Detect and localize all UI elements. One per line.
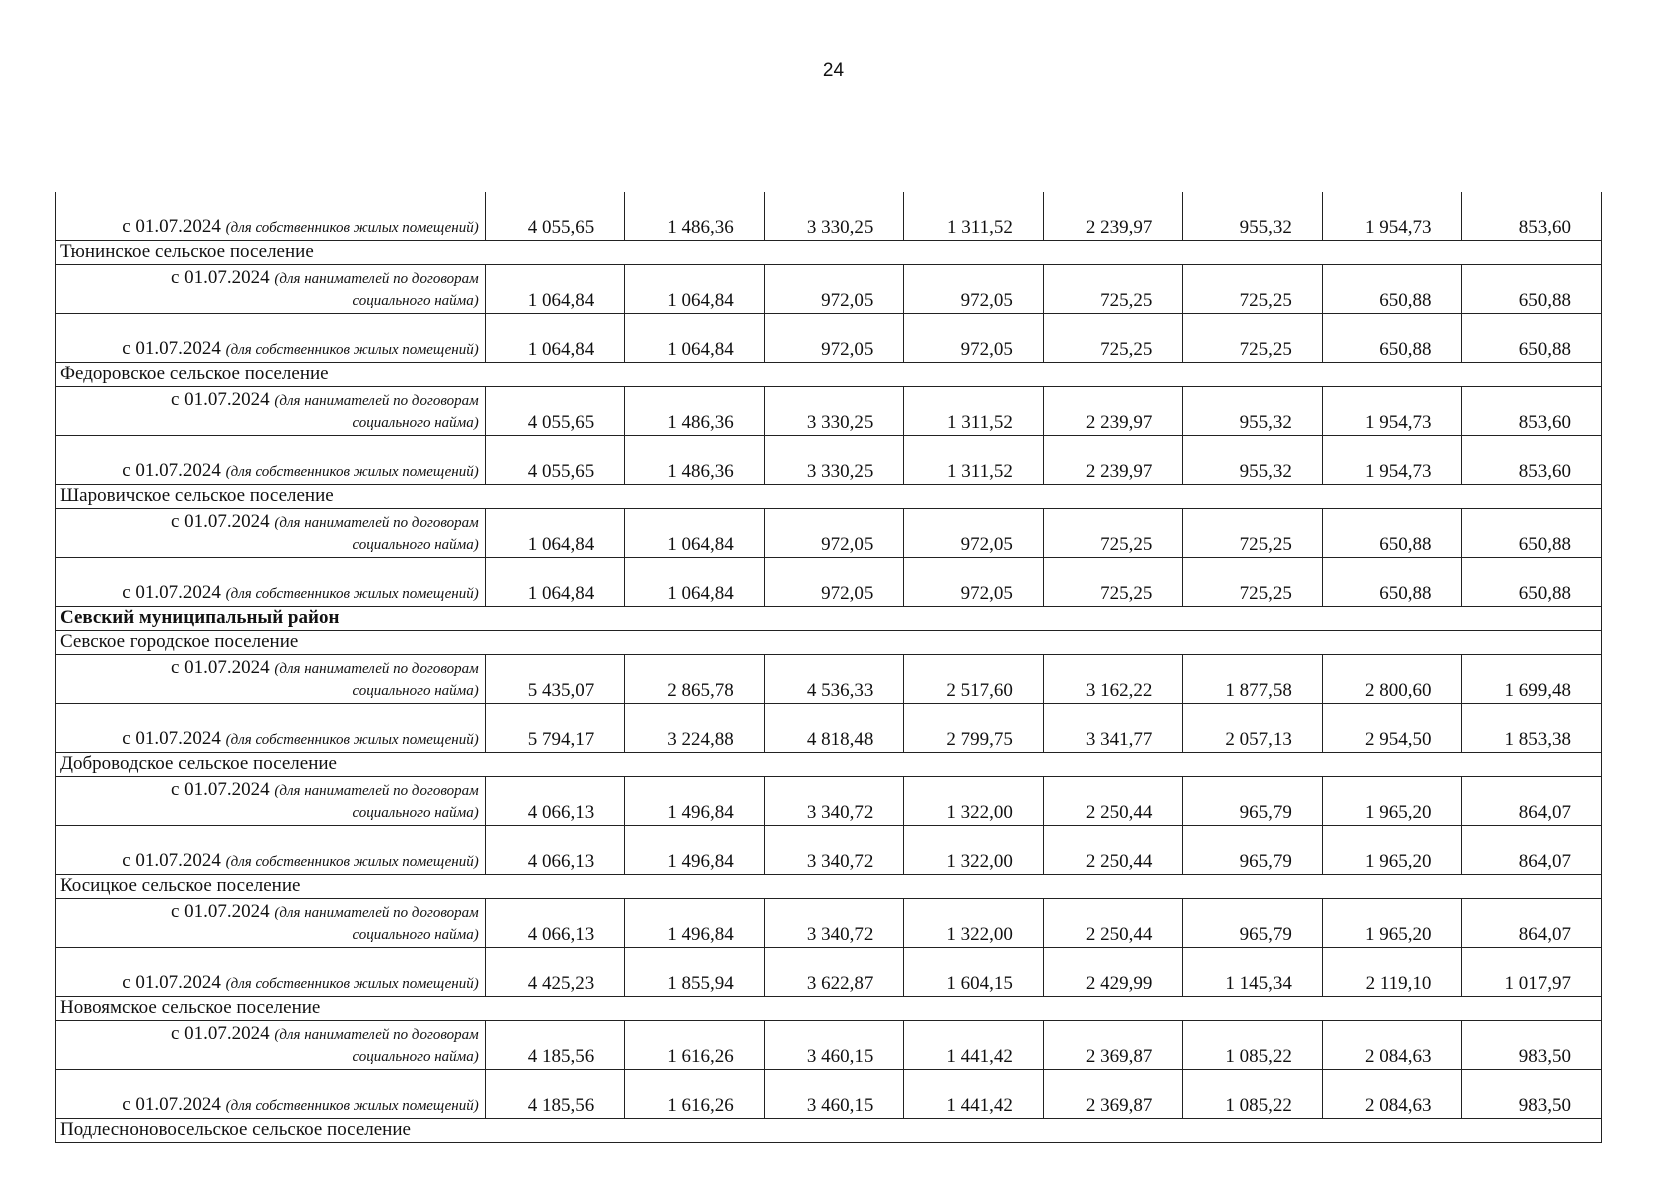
value-cell: 3 340,72 xyxy=(764,826,904,875)
value-cell: 725,25 xyxy=(1043,314,1183,363)
section-title: Севский муниципальный район xyxy=(56,607,1602,631)
row-note: (для собственников жилых помещений) xyxy=(225,854,479,870)
value-cell: 650,88 xyxy=(1462,558,1602,607)
value-cell: 3 162,22 xyxy=(1043,655,1183,704)
value-cell: 4 066,13 xyxy=(485,826,625,875)
value-cell: 2 369,87 xyxy=(1043,1070,1183,1119)
value-cell: 2 119,10 xyxy=(1322,948,1462,997)
value-cell: 1 311,52 xyxy=(904,387,1044,436)
value-cell: 972,05 xyxy=(764,265,904,314)
row-note: (для собственников жилых помещений) xyxy=(225,586,479,602)
section-title: Севское городское поселение xyxy=(56,631,1602,655)
value-cell: 955,32 xyxy=(1183,192,1323,241)
section-row xyxy=(56,363,1602,387)
value-cell: 2 239,97 xyxy=(1043,436,1183,485)
row-note: (для нанимателей по договорам xyxy=(274,1027,479,1043)
value-cell: 2 250,44 xyxy=(1043,826,1183,875)
tariff-row xyxy=(56,826,1602,875)
row-note-continued: социального найма) xyxy=(352,927,479,943)
value-cell: 2 369,87 xyxy=(1043,1021,1183,1070)
value-cell: 864,07 xyxy=(1462,826,1602,875)
value-cell: 3 460,15 xyxy=(764,1070,904,1119)
row-date: с 01.07.2024 xyxy=(122,1094,221,1115)
row-label xyxy=(56,655,486,704)
value-cell: 2 865,78 xyxy=(625,655,765,704)
value-cell: 4 818,48 xyxy=(764,704,904,753)
value-cell: 4 185,56 xyxy=(485,1021,625,1070)
value-cell: 1 496,84 xyxy=(625,777,765,826)
page-number: 24 xyxy=(822,60,845,81)
value-cell: 4 055,65 xyxy=(485,192,625,241)
tariff-row xyxy=(56,704,1602,753)
value-cell: 3 330,25 xyxy=(764,436,904,485)
row-date: с 01.07.2024 xyxy=(170,1023,270,1044)
value-cell: 1 486,36 xyxy=(625,192,765,241)
value-cell: 1 441,42 xyxy=(904,1021,1044,1070)
value-cell: 2 429,99 xyxy=(1043,948,1183,997)
value-cell: 853,60 xyxy=(1462,387,1602,436)
tariff-row xyxy=(56,655,1602,704)
row-label xyxy=(56,192,486,241)
section-row xyxy=(56,1119,1602,1143)
row-note-continued: социального найма) xyxy=(352,805,479,821)
value-cell: 972,05 xyxy=(764,558,904,607)
value-cell: 725,25 xyxy=(1043,558,1183,607)
row-label xyxy=(56,1070,486,1119)
value-cell: 1 311,52 xyxy=(904,436,1044,485)
value-cell: 1 064,84 xyxy=(625,314,765,363)
row-note: (для собственников жилых помещений) xyxy=(225,342,479,358)
value-cell: 1 064,84 xyxy=(485,558,625,607)
value-cell: 965,79 xyxy=(1183,826,1323,875)
section-row xyxy=(56,631,1602,655)
section-title: Шаровичское сельское поселение xyxy=(56,485,1602,509)
value-cell: 864,07 xyxy=(1462,777,1602,826)
value-cell: 972,05 xyxy=(764,509,904,558)
value-cell: 1 954,73 xyxy=(1322,387,1462,436)
row-date: с 01.07.2024 xyxy=(170,267,270,288)
value-cell: 965,79 xyxy=(1183,899,1323,948)
row-date: с 01.07.2024 xyxy=(122,216,221,237)
value-cell: 983,50 xyxy=(1462,1070,1602,1119)
tariff-table xyxy=(55,192,1602,1143)
row-label xyxy=(56,265,486,314)
value-cell: 965,79 xyxy=(1183,777,1323,826)
row-note-continued: социального найма) xyxy=(352,1049,479,1065)
value-cell: 1 496,84 xyxy=(625,899,765,948)
row-date: с 01.07.2024 xyxy=(122,338,221,359)
value-cell: 972,05 xyxy=(764,314,904,363)
value-cell: 1 064,84 xyxy=(625,265,765,314)
tariff-row xyxy=(56,777,1602,826)
row-label xyxy=(56,558,486,607)
row-label xyxy=(56,899,486,948)
value-cell: 1 954,73 xyxy=(1322,192,1462,241)
tariff-table-body xyxy=(56,192,1602,1143)
value-cell: 1 145,34 xyxy=(1183,948,1323,997)
value-cell: 2 954,50 xyxy=(1322,704,1462,753)
value-cell: 650,88 xyxy=(1462,265,1602,314)
tariff-row xyxy=(56,192,1602,241)
value-cell: 955,32 xyxy=(1183,387,1323,436)
row-note: (для собственников жилых помещений) xyxy=(225,464,479,480)
value-cell: 725,25 xyxy=(1183,558,1323,607)
row-label xyxy=(56,436,486,485)
value-cell: 725,25 xyxy=(1183,265,1323,314)
row-date: с 01.07.2024 xyxy=(122,850,221,871)
row-note: (для нанимателей по договорам xyxy=(274,905,479,921)
value-cell: 972,05 xyxy=(904,509,1044,558)
value-cell: 4 066,13 xyxy=(485,899,625,948)
value-cell: 3 460,15 xyxy=(764,1021,904,1070)
row-date: с 01.07.2024 xyxy=(122,728,221,749)
value-cell: 1 441,42 xyxy=(904,1070,1044,1119)
value-cell: 3 341,77 xyxy=(1043,704,1183,753)
value-cell: 4 055,65 xyxy=(485,387,625,436)
row-date: с 01.07.2024 xyxy=(170,901,270,922)
value-cell: 2 057,13 xyxy=(1183,704,1323,753)
row-note: (для собственников жилых помещений) xyxy=(225,732,479,748)
value-cell: 650,88 xyxy=(1322,265,1462,314)
section-title: Доброводское сельское поселение xyxy=(56,753,1602,777)
row-label xyxy=(56,1021,486,1070)
tariff-row xyxy=(56,509,1602,558)
tariff-row xyxy=(56,558,1602,607)
row-label xyxy=(56,314,486,363)
row-date: с 01.07.2024 xyxy=(122,972,221,993)
row-label xyxy=(56,777,486,826)
value-cell: 650,88 xyxy=(1462,509,1602,558)
row-label xyxy=(56,948,486,997)
value-cell: 650,88 xyxy=(1322,509,1462,558)
value-cell: 4 536,33 xyxy=(764,655,904,704)
value-cell: 650,88 xyxy=(1322,558,1462,607)
row-note-continued: социального найма) xyxy=(352,683,479,699)
value-cell: 650,88 xyxy=(1462,314,1602,363)
tariff-row xyxy=(56,265,1602,314)
value-cell: 1 064,84 xyxy=(485,314,625,363)
section-row xyxy=(56,753,1602,777)
value-cell: 1 322,00 xyxy=(904,777,1044,826)
value-cell: 1 954,73 xyxy=(1322,436,1462,485)
tariff-table-container xyxy=(55,192,1602,1143)
value-cell: 1 616,26 xyxy=(625,1070,765,1119)
row-date: с 01.07.2024 xyxy=(170,657,270,678)
tariff-row xyxy=(56,1070,1602,1119)
value-cell: 1 064,84 xyxy=(625,558,765,607)
value-cell: 1 965,20 xyxy=(1322,777,1462,826)
value-cell: 972,05 xyxy=(904,558,1044,607)
row-note-continued: социального найма) xyxy=(352,293,479,309)
value-cell: 725,25 xyxy=(1043,509,1183,558)
row-note-continued: социального найма) xyxy=(352,537,479,553)
value-cell: 725,25 xyxy=(1043,265,1183,314)
value-cell: 1 085,22 xyxy=(1183,1070,1323,1119)
value-cell: 725,25 xyxy=(1183,509,1323,558)
value-cell: 3 340,72 xyxy=(764,899,904,948)
value-cell: 4 066,13 xyxy=(485,777,625,826)
value-cell: 1 017,97 xyxy=(1462,948,1602,997)
value-cell: 1 616,26 xyxy=(625,1021,765,1070)
value-cell: 2 239,97 xyxy=(1043,192,1183,241)
section-title: Новоямское сельское поселение xyxy=(56,997,1602,1021)
row-date: с 01.07.2024 xyxy=(170,511,270,532)
value-cell: 1 855,94 xyxy=(625,948,765,997)
value-cell: 2 800,60 xyxy=(1322,655,1462,704)
row-note: (для собственников жилых помещений) xyxy=(225,220,479,236)
row-note: (для собственников жилых помещений) xyxy=(225,1098,479,1114)
value-cell: 1 486,36 xyxy=(625,436,765,485)
section-title: Федоровское сельское поселение xyxy=(56,363,1602,387)
row-date: с 01.07.2024 xyxy=(122,460,221,481)
row-label xyxy=(56,387,486,436)
value-cell: 2 517,60 xyxy=(904,655,1044,704)
value-cell: 1 322,00 xyxy=(904,899,1044,948)
value-cell: 1 853,38 xyxy=(1462,704,1602,753)
value-cell: 725,25 xyxy=(1183,314,1323,363)
value-cell: 650,88 xyxy=(1322,314,1462,363)
section-row xyxy=(56,607,1602,631)
tariff-row xyxy=(56,387,1602,436)
tariff-row xyxy=(56,1021,1602,1070)
value-cell: 2 250,44 xyxy=(1043,899,1183,948)
tariff-row xyxy=(56,314,1602,363)
value-cell: 1 085,22 xyxy=(1183,1021,1323,1070)
section-row xyxy=(56,485,1602,509)
row-note: (для нанимателей по договорам xyxy=(274,783,479,799)
value-cell: 1 322,00 xyxy=(904,826,1044,875)
row-label xyxy=(56,826,486,875)
value-cell: 983,50 xyxy=(1462,1021,1602,1070)
value-cell: 2 250,44 xyxy=(1043,777,1183,826)
value-cell: 1 064,84 xyxy=(485,265,625,314)
value-cell: 2 239,97 xyxy=(1043,387,1183,436)
row-date: с 01.07.2024 xyxy=(170,389,270,410)
row-note: (для нанимателей по договорам xyxy=(274,393,479,409)
row-note: (для нанимателей по договорам xyxy=(274,515,479,531)
value-cell: 1 604,15 xyxy=(904,948,1044,997)
value-cell: 1 311,52 xyxy=(904,192,1044,241)
row-note: (для собственников жилых помещений) xyxy=(225,976,479,992)
section-title: Косицкое сельское поселение xyxy=(56,875,1602,899)
value-cell: 4 055,65 xyxy=(485,436,625,485)
value-cell: 4 425,23 xyxy=(485,948,625,997)
section-row xyxy=(56,241,1602,265)
section-title: Тюнинское сельское поселение xyxy=(56,241,1602,265)
value-cell: 2 084,63 xyxy=(1322,1021,1462,1070)
row-date: с 01.07.2024 xyxy=(122,582,221,603)
section-title: Подлесноновосельское сельское поселение xyxy=(56,1119,1602,1143)
row-note: (для нанимателей по договорам xyxy=(274,661,479,677)
section-row xyxy=(56,875,1602,899)
value-cell: 1 877,58 xyxy=(1183,655,1323,704)
value-cell: 5 435,07 xyxy=(485,655,625,704)
value-cell: 972,05 xyxy=(904,314,1044,363)
value-cell: 955,32 xyxy=(1183,436,1323,485)
row-label xyxy=(56,704,486,753)
value-cell: 1 965,20 xyxy=(1322,899,1462,948)
value-cell: 853,60 xyxy=(1462,436,1602,485)
row-date: с 01.07.2024 xyxy=(170,779,270,800)
value-cell: 5 794,17 xyxy=(485,704,625,753)
value-cell: 1 486,36 xyxy=(625,387,765,436)
value-cell: 3 224,88 xyxy=(625,704,765,753)
value-cell: 3 340,72 xyxy=(764,777,904,826)
value-cell: 1 496,84 xyxy=(625,826,765,875)
value-cell: 2 799,75 xyxy=(904,704,1044,753)
row-note-continued: социального найма) xyxy=(352,415,479,431)
value-cell: 3 622,87 xyxy=(764,948,904,997)
value-cell: 864,07 xyxy=(1462,899,1602,948)
value-cell: 1 965,20 xyxy=(1322,826,1462,875)
value-cell: 972,05 xyxy=(904,265,1044,314)
row-note: (для нанимателей по договорам xyxy=(274,271,479,287)
tariff-row xyxy=(56,899,1602,948)
value-cell: 3 330,25 xyxy=(764,192,904,241)
value-cell: 1 699,48 xyxy=(1462,655,1602,704)
value-cell: 1 064,84 xyxy=(485,509,625,558)
value-cell: 2 084,63 xyxy=(1322,1070,1462,1119)
section-row xyxy=(56,997,1602,1021)
tariff-row xyxy=(56,436,1602,485)
row-label xyxy=(56,509,486,558)
tariff-row xyxy=(56,948,1602,997)
value-cell: 3 330,25 xyxy=(764,387,904,436)
value-cell: 4 185,56 xyxy=(485,1070,625,1119)
value-cell: 1 064,84 xyxy=(625,509,765,558)
value-cell: 853,60 xyxy=(1462,192,1602,241)
